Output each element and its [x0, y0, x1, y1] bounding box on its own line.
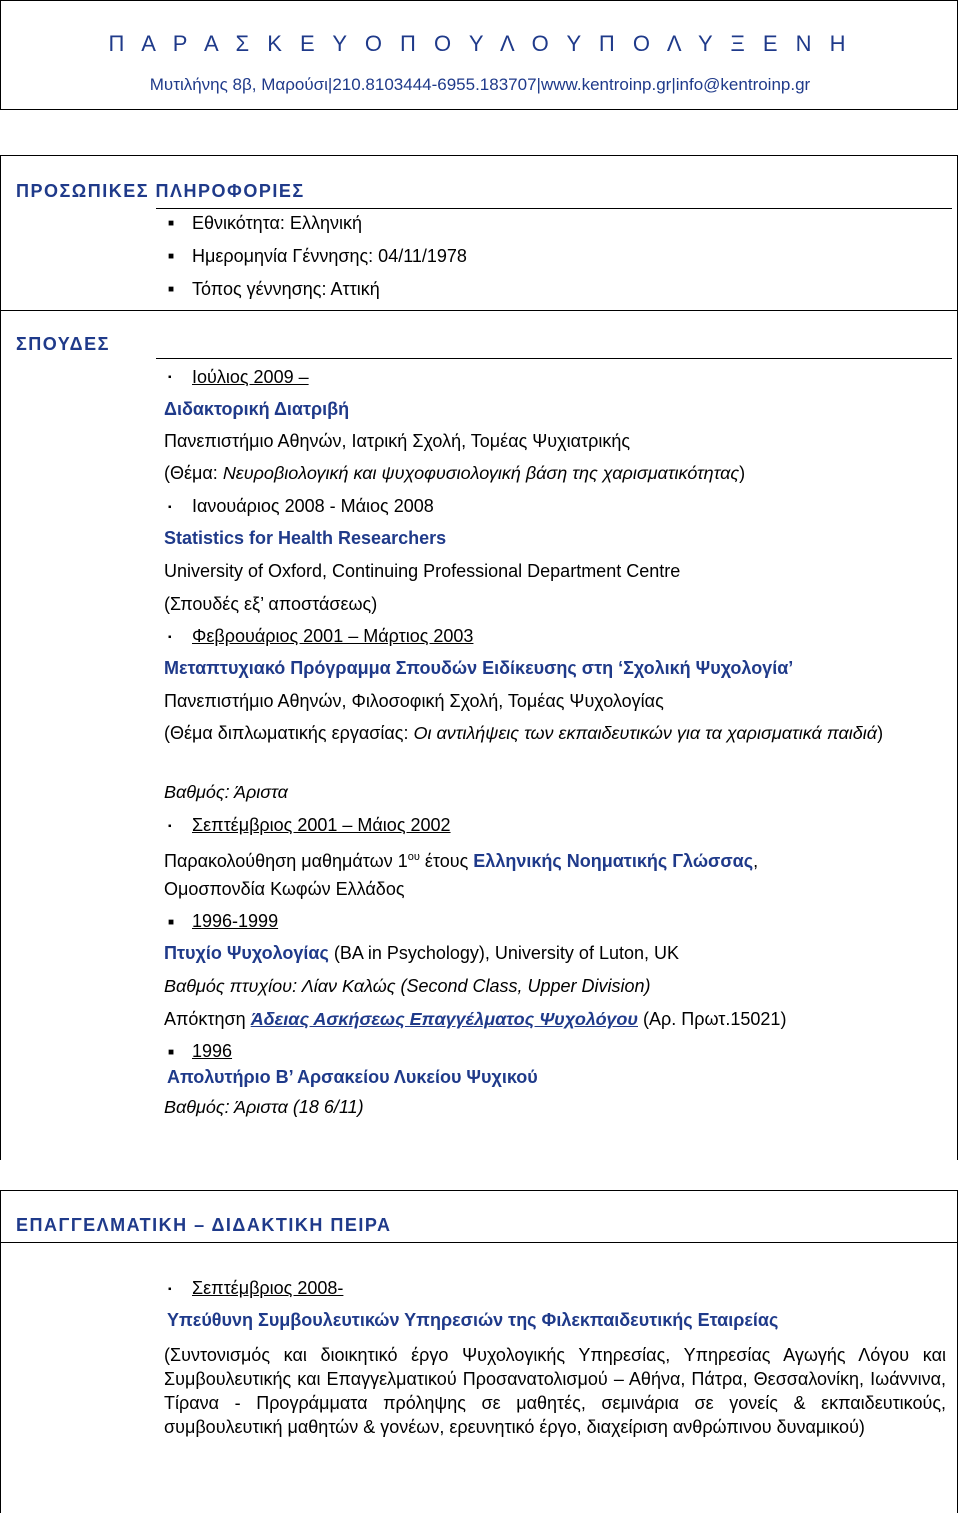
bullet-icon: ▪ [168, 372, 172, 383]
phd-date: Ιούλιος 2009 – [192, 367, 309, 387]
sign-date: Σεπτέμβριος 2001 – Μάιος 2002 [192, 815, 451, 835]
address: Μυτιλήνης 8β, Μαρούσι [149, 75, 328, 94]
bachelor-grade: Βαθμός πτυχίου: Λίαν Καλώς (Second Class, Upper Division) [164, 976, 651, 996]
bullet-icon: ■ [168, 251, 175, 262]
section-rule [156, 358, 952, 359]
oxford-course: Statistics for Health Researchers [164, 528, 447, 548]
oxford-date: Ιανουάριος 2008 - Μάιος 2008 [192, 496, 434, 516]
phd-institution: Πανεπιστήμιο Αθηνών, Ιατρική Σχολή, Τομέας Ψυχιατρικής [164, 431, 631, 451]
experience-role: Υπεύθυνη Συμβουλευτικών Υπηρεσιών της Φιλεκπαιδευτικής Εταιρείας [167, 1310, 779, 1330]
bullet-icon: ■ [168, 1047, 175, 1058]
bullet-icon: ▪ [168, 502, 172, 513]
bachelor-degree: Πτυχίο Ψυχολογίας (BA in Psychology), University of Luton, UK [164, 943, 679, 963]
sign-course: Παρακολούθηση μαθημάτων $1^{o\upsilon}$ έτους Ελληνικής Νοηματικής Γλώσσας, [164, 851, 759, 871]
bullet-icon: ▪ [168, 632, 172, 643]
oxford-institution: University of Oxford, Continuing Professional Department Centre [164, 561, 681, 581]
psychologist-license: Απόκτηση Άδειας Ασκήσεως Επαγγέλματος Ψυχολόγου (Αρ. Πρωτ.15021) [164, 1009, 787, 1029]
bullet-icon: ▪ [168, 1284, 172, 1295]
birth-place: Τόπος γέννησης: Αττική [192, 279, 380, 299]
experience-description: (Συντονισμός και διοικητικό έργο Ψυχολογικής Υπηρεσίας, Υπηρεσίας Αγωγής Λόγου και Συμβουλευτικής και Επαγγελματικού Προσανατολισμού – Αθήνα, Πάτρα, Θεσσαλονίκη, Ιωάννινα, Τίρανα - Προγράμματα πρόληψης σε μαθητές, σεμινάρια σε γονείς & εκπαιδευτικούς, συμβουλευτική μαθητών & γονέων, ερευνητικό έργο, διαχείριση ανθρώπινου δυναμικού) [164, 1345, 946, 1437]
phd-topic: (Θέμα: Νευροβιολογική και ψυχοφυσιολογική βάση της χαρισματικότητας) [164, 463, 746, 483]
bachelor-date: 1996-1999 [192, 911, 279, 931]
nationality: Εθνικότητα: Ελληνική [192, 213, 362, 233]
masters-institution: Πανεπιστήμιο Αθηνών, Φιλοσοφική Σχολή, Τομέας Ψυχολογίας [164, 691, 664, 711]
contact-line: Μυτιλήνης 8β, Μαρούσι|210.8103444-6955.183707|www.kentroinp.gr|info@kentroinp.gr [149, 75, 811, 94]
studies-section-title: ΣΠΟΥΔΕΣ [16, 334, 110, 354]
bullet-icon: ■ [168, 218, 175, 229]
section-rule [0, 310, 958, 311]
masters-degree: Μεταπτυχιακό Πρόγραμμα Σπουδών Ειδίκευσης στη ‘Σχολική Ψυχολογία’ [164, 658, 794, 678]
experience-section-title: ΕΠΑΓΓΕΛΜΑΤΙΚΗ – ΔΙΔΑΚΤΙΚΗ ΠΕΙΡΑ [16, 1215, 392, 1235]
oxford-note: (Σπουδές εξ’ αποστάσεως) [164, 594, 378, 614]
person-name: Π Α Ρ Α Σ Κ Ε Υ Ο Π Ο Υ Λ Ο Υ Π Ο Λ Υ Ξ Ε Ν Η [108, 31, 852, 56]
sign-org: Ομοσπονδία Κωφών Ελλάδος [164, 879, 405, 899]
header-box [0, 0, 958, 110]
experience-date: Σεπτέμβριος 2008- [192, 1278, 344, 1298]
phone: 210.8103444-6955.183707 [332, 75, 537, 94]
school-grade: Βαθμός: Άριστα (18 6/11) [164, 1097, 364, 1117]
personal-section-title: ΠΡΟΣΩΠΙΚΕΣ ΠΛΗΡΟΦΟΡΙΕΣ [16, 181, 305, 201]
masters-thesis: (Θέμα διπλωματικής εργασίας: Οι αντιλήψεις των εκπαιδευτικών για τα χαρισματικά παιδιά) [164, 723, 884, 743]
section-rule [156, 208, 952, 209]
school-degree: Απολυτήριο Β’ Αρσακείου Λυκείου Ψυχικού [167, 1067, 538, 1087]
bullet-icon: ▪ [168, 821, 172, 832]
masters-date: Φεβρουάριος 2001 – Μάρτιος 2003 [192, 626, 474, 646]
phd-degree: Διδακτορική Διατριβή [164, 399, 350, 419]
school-date: 1996 [192, 1041, 233, 1061]
bullet-icon: ■ [168, 284, 175, 295]
masters-grade: Βαθμός: Άριστα [164, 782, 288, 802]
email-link[interactable]: info@kentroinp.gr [675, 75, 811, 94]
section-rule [0, 1242, 958, 1243]
website-link[interactable]: www.kentroinp.gr [540, 75, 672, 94]
birth-date: Ημερομηνία Γέννησης: 04/11/1978 [192, 246, 467, 266]
bullet-icon: ■ [168, 917, 175, 928]
